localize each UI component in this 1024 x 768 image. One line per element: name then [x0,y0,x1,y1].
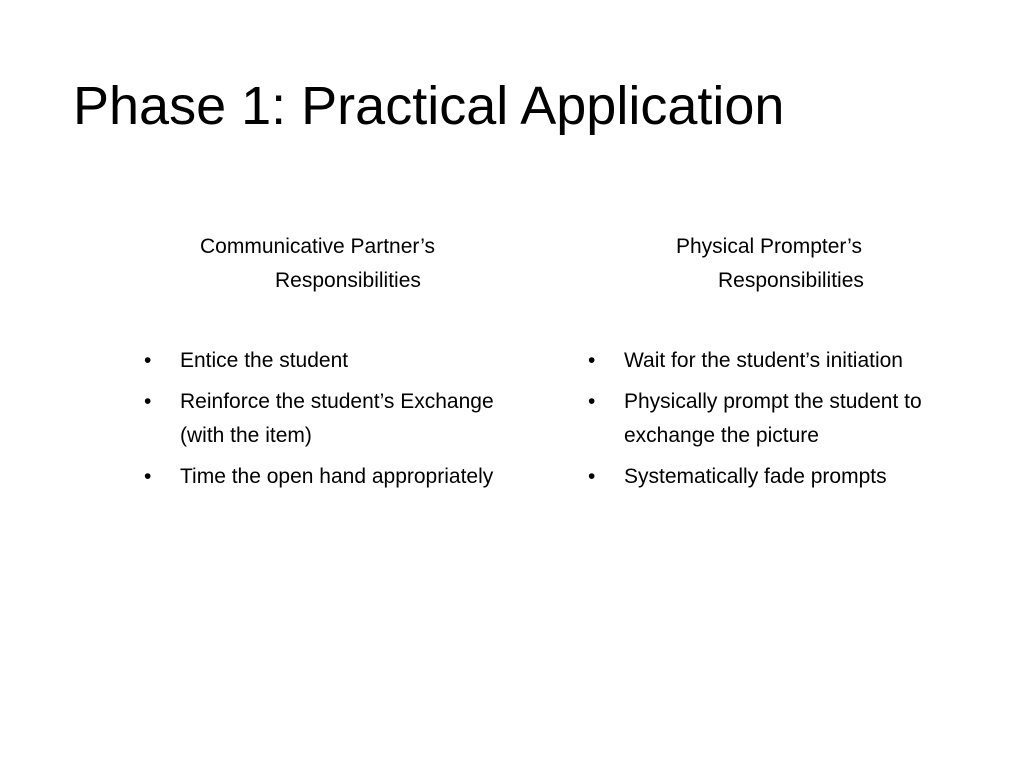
communicative-partner-list [142,344,502,501]
physical-prompter-heading [660,230,920,298]
bullet-icon: • [144,349,152,372]
heading-line: Responsibilities [718,269,864,292]
list-item-text: Systematically fade prompts [624,465,887,488]
list-item [586,344,996,378]
bullet-icon: • [144,390,152,413]
bullet-icon: • [588,349,596,372]
slide-title: Phase 1: Practical Application [73,76,785,136]
list-item [142,460,502,494]
heading-line: Communicative Partner’s [200,235,435,258]
bullet-icon: • [588,465,596,488]
list-item-text: Wait for the student’s initiation [624,349,903,372]
bullet-icon: • [588,390,596,413]
heading-line: Responsibilities [275,269,421,292]
list-item-text: Time the open hand appropriately [180,465,494,488]
list-item [586,460,996,494]
physical-prompter-list [586,344,996,501]
list-item [142,344,502,378]
list-item-text: Physically prompt the student to exchange the picture [624,390,922,447]
list-item-text: Reinforce the student’s Exchange (with the item) [180,390,494,447]
list-item-text: Entice the student [180,349,349,372]
list-item [142,385,502,453]
heading-line: Physical Prompter’s [676,235,862,258]
communicative-partner-heading [190,230,500,298]
bullet-icon: • [144,465,152,488]
list-item [586,385,996,453]
